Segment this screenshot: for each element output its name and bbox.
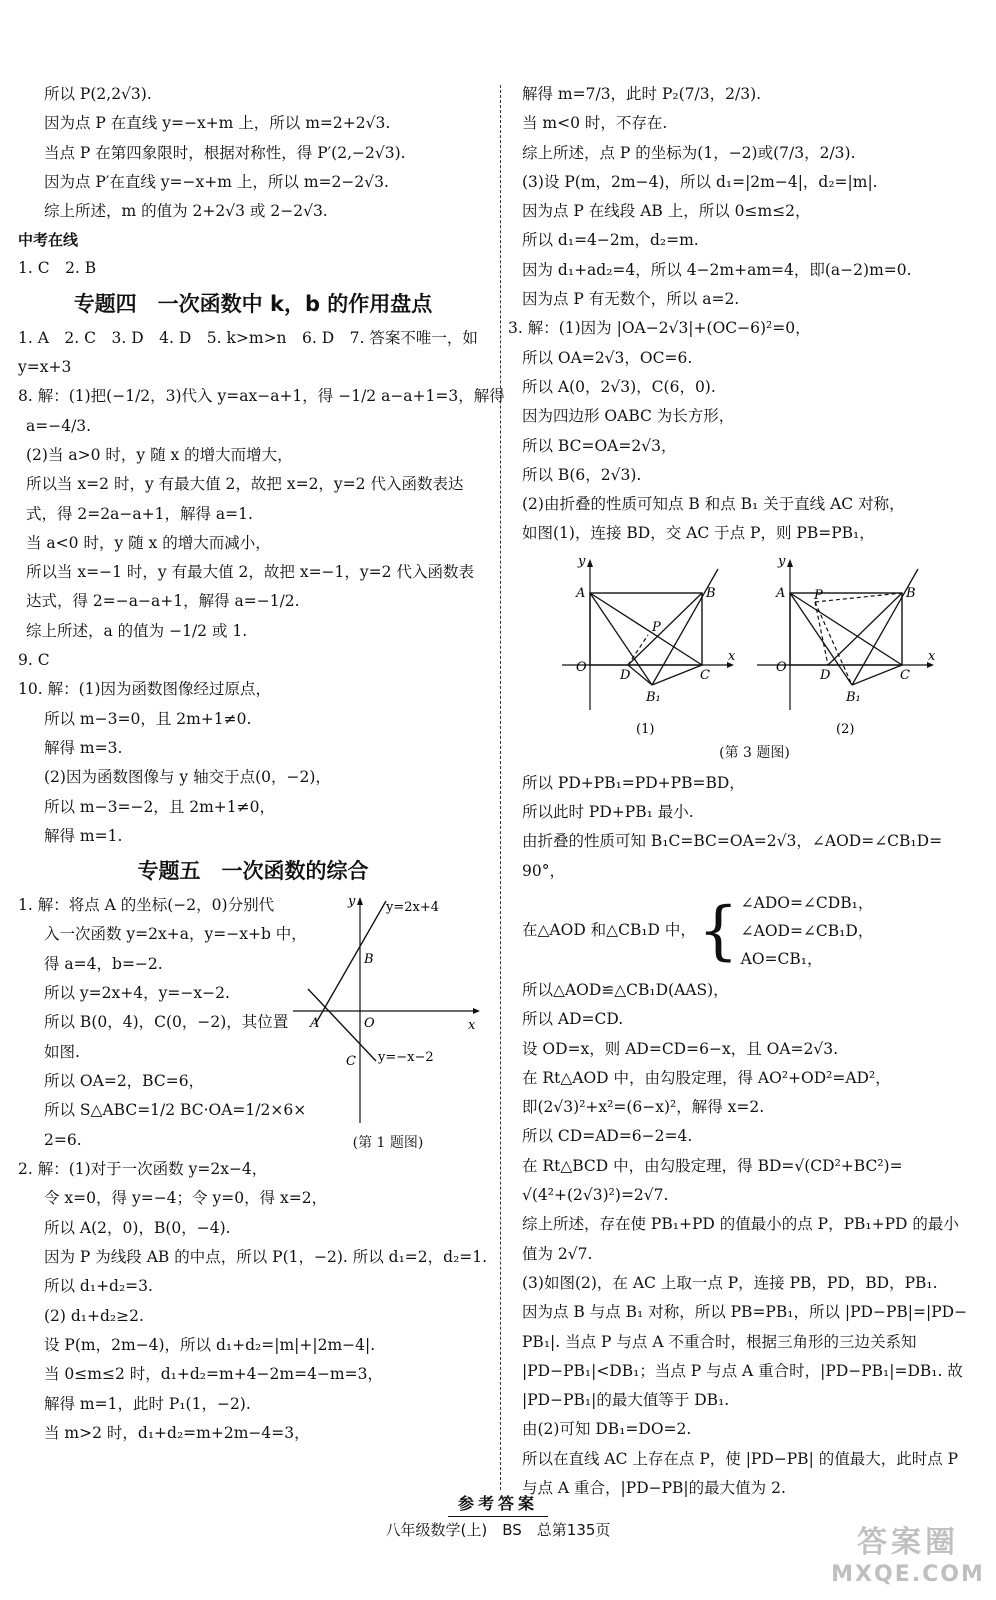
text-line: 所以 PD+PB₁=PD+PB=BD， bbox=[522, 773, 745, 792]
text-line: 所以 OA=2√3，OC=6. bbox=[522, 348, 693, 367]
fig1-x-label: x bbox=[468, 1018, 476, 1034]
text-line: 所以 B(0，4)，C(0，−2)，其位置 bbox=[44, 1013, 289, 1032]
left-column bbox=[18, 80, 505, 1448]
section-title: 专题四 一次函数中 k，b 的作用盘点 bbox=[73, 291, 433, 316]
figure-1-graph bbox=[288, 893, 488, 1128]
text-line: 当 0≤m≤2 时，d₁+d₂=m+4−2m=4−m=3， bbox=[44, 1365, 383, 1384]
fig3a-p-label: P bbox=[652, 619, 661, 635]
text-line: (3)设 P(m，2m−4)，所以 d₁=|2m−4|，d₂=|m|. bbox=[522, 172, 878, 191]
fig3-graph-2 bbox=[757, 555, 936, 710]
figure-3-graphs bbox=[532, 555, 972, 740]
fig3a-c-label: C bbox=[700, 667, 710, 683]
text-line: 所以 S△ABC=1/2 BC·OA=1/2×6× bbox=[44, 1101, 307, 1120]
text-line: 所以 m−3=−2，且 2m+1≠0， bbox=[44, 797, 275, 816]
fig3a-y-label: y bbox=[578, 554, 586, 569]
fig1-o-label: O bbox=[364, 1016, 375, 1032]
fig1-line2-label: y=−x−2 bbox=[378, 1050, 434, 1066]
text-line: 综上所述，存在使 PB₁+PD 的值最小的点 P，PB₁+PD 的最小 bbox=[522, 1215, 959, 1234]
fig3b-a-label: A bbox=[776, 585, 786, 601]
text-line: 设 P(m，2m−4)，所以 d₁+d₂=|m|+|2m−4|. bbox=[44, 1335, 376, 1354]
fig3b-b-label: B bbox=[906, 585, 916, 601]
text-line: y=x+3 bbox=[18, 358, 72, 377]
text-line: 所以 y=2x+4，y=−x−2. bbox=[44, 984, 230, 1003]
text-line: 由折叠的性质可知 B₁C=BC=OA=2√3，∠AOD=∠CB₁D= bbox=[522, 832, 943, 851]
text-line: 2=6. bbox=[44, 1130, 82, 1149]
text-line: 达式，得 2=−a−a+1，解得 a=−1/2. bbox=[26, 592, 300, 611]
text-line: 解得 m=3. bbox=[44, 738, 123, 757]
text-line: 综上所述，m 的值为 2+2√3 或 2−2√3. bbox=[44, 202, 328, 221]
text-line: 9. C bbox=[18, 651, 50, 670]
text-line: 因为 P 为线段 AB 的中点，所以 P(1，−2). 所以 d₁=2，d₂=1. bbox=[44, 1248, 488, 1267]
text-line: PB₁|. 当点 P 与点 A 不重合时，根据三角形的三边关系知 bbox=[522, 1332, 917, 1351]
text-line: 所以 BC=OA=2√3， bbox=[522, 436, 677, 455]
text-line: 1. C 2. B bbox=[18, 259, 97, 278]
fig1-line-y2x4 bbox=[316, 901, 386, 1023]
text-line: 与点 A 重合，|PD−PB|的最大值为 2. bbox=[522, 1478, 786, 1497]
footer-subject: 八年级数学(上) BS 总第135页 bbox=[385, 1521, 611, 1539]
text-line: 解得 m=1，此时 P₁(1，−2). bbox=[44, 1394, 251, 1413]
fig1-x-arrow bbox=[473, 1008, 480, 1014]
text-line: 1. 解：将点 A 的坐标(−2，0)分别代 bbox=[18, 896, 275, 915]
text-line: 所以 A(0，2√3)，C(6，0). bbox=[522, 377, 716, 396]
fig3b-c-label: C bbox=[900, 667, 910, 683]
congruence-condition: ∠ADO=∠CDB₁， bbox=[740, 893, 874, 912]
text-line: 解得 m=1. bbox=[44, 826, 123, 845]
text-line: |PD−PB₁|<DB₁；当点 P 与点 A 重合时，|PD−PB₁|=DB₁. 故 bbox=[522, 1361, 963, 1380]
fig3-sub1: (1) bbox=[636, 721, 655, 737]
text-line: 式，得 2=2a−a+1，解得 a=1. bbox=[26, 504, 253, 523]
fig1-y-arrow bbox=[357, 897, 363, 905]
text-line: (2) d₁+d₂≥2. bbox=[44, 1306, 144, 1325]
text-line: 值为 2√7. bbox=[522, 1244, 593, 1263]
congruence-prefix: 在△AOD 和△CB₁D 中， bbox=[522, 921, 696, 940]
text-line: 因为 d₁+ad₂=4，所以 4−2m+am=4，即(a−2)m=0. bbox=[522, 260, 912, 279]
figure-1 bbox=[288, 893, 488, 1155]
left-text-block bbox=[18, 80, 505, 891]
congruence-system bbox=[522, 886, 987, 976]
left-text-block-2 bbox=[18, 1155, 488, 1448]
figure-3 bbox=[522, 555, 987, 765]
text-line: (2)因为函数图像与 y 轴交于点(0，−2)， bbox=[44, 768, 331, 787]
text-line: 2. 解：(1)对于一次函数 y=2x−4， bbox=[18, 1160, 268, 1179]
problem-1-block bbox=[18, 891, 488, 1155]
fig3a-a-label: A bbox=[576, 585, 586, 601]
fig3b-y-label: y bbox=[778, 554, 786, 569]
text-line: 所以 P(2,2√3). bbox=[44, 85, 152, 103]
fig3b-o-label: O bbox=[776, 659, 787, 675]
problem-1-text bbox=[18, 891, 307, 1155]
column-divider bbox=[500, 85, 501, 1490]
text-line: 3. 解：(1)因为 |OA−2√3|+(OC−6)²=0， bbox=[508, 319, 811, 338]
text-line: 所以当 x=−1 时，y 有最大值 2，故把 x=−1，y=2 代入函数表 bbox=[26, 563, 474, 582]
text-line: 因为四边形 OABC 为长方形， bbox=[522, 407, 735, 426]
text-line: 所以 A(2，0)，B(0，−4). bbox=[44, 1218, 231, 1237]
text-line: 如图. bbox=[44, 1042, 80, 1061]
text-line: 90°， bbox=[522, 861, 565, 880]
text-line: 因为点 B 与点 B₁ 对称，所以 PB=PB₁，所以 |PD−PB|=|PD− bbox=[522, 1303, 968, 1322]
congruence-conditions bbox=[741, 889, 874, 973]
watermark-logo: 答案圈 bbox=[857, 1525, 959, 1560]
text-line: 所以 AD=CD. bbox=[522, 1010, 624, 1029]
text-line: 由(2)可知 DB₁=DO=2. bbox=[522, 1420, 692, 1439]
fig3a-o-label: O bbox=[576, 659, 587, 675]
fig3-graph-1 bbox=[562, 555, 736, 710]
figure-1-caption: (第 1 题图) bbox=[352, 1135, 424, 1152]
text-line: 令 x=0，得 y=−4；令 y=0，得 x=2， bbox=[44, 1189, 328, 1208]
fig3b-x-label: x bbox=[928, 648, 936, 664]
text-line: 当 m<0 时，不存在. bbox=[522, 114, 668, 133]
text-line: 解得 m=7/3，此时 P₂(7/3，2/3). bbox=[522, 85, 762, 103]
text-line: 在 Rt△AOD 中，由勾股定理，得 AO²+OD²=AD²， bbox=[522, 1068, 891, 1087]
fig3-sub2: (2) bbox=[836, 721, 855, 737]
text-line: 所以△AOD≌△CB₁D(AAS)， bbox=[522, 980, 729, 999]
text-line: 所以 OA=2，BC=6， bbox=[44, 1071, 205, 1090]
text-line: 所以 m−3=0，且 2m+1≠0. bbox=[44, 709, 252, 728]
fig3b-d-label: D bbox=[820, 667, 831, 683]
congruence-condition: AO=CB₁， bbox=[740, 949, 823, 968]
text-line: √(4²+(2√3)²)=2√7. bbox=[522, 1186, 669, 1205]
text-line: 综上所述，a 的值为 −1/2 或 1. bbox=[26, 621, 248, 640]
fig3a-b1-label: B₁ bbox=[646, 689, 661, 705]
text-line: 因为点 P 在直线 y=−x+m 上，所以 m=2+2√3. bbox=[44, 114, 391, 133]
text-line: 得 a=4，b=−2. bbox=[44, 954, 163, 973]
footer-title: 参考答案 bbox=[448, 1492, 548, 1517]
fig3a-x-label: x bbox=[728, 648, 736, 664]
text-line: 因为点 P′在直线 y=−x+m 上，所以 m=2−2√3. bbox=[44, 172, 389, 191]
fig1-a-label: A bbox=[310, 1016, 320, 1032]
text-line: 所以 CD=AD=6−2=4. bbox=[522, 1127, 693, 1146]
text-line: 所以此时 PD+PB₁ 最小. bbox=[522, 803, 694, 822]
congruence-condition: ∠AOD=∠CB₁D， bbox=[740, 921, 874, 940]
fig1-line1-label: y=2x+4 bbox=[386, 900, 440, 916]
text-line: (2)当 a>0 时，y 随 x 的增大而增大， bbox=[26, 445, 293, 464]
text-line: 综上所述，点 P 的坐标为(1，−2)或(7/3，2/3). bbox=[522, 143, 856, 162]
section-title: 专题五 一次函数的综合 bbox=[137, 859, 369, 884]
text-line: 所以在直线 AC 上存在点 P，使 |PD−PB| 的值最大，此时点 P bbox=[522, 1449, 959, 1468]
fig1-b-label: B bbox=[364, 952, 374, 968]
text-line: 8. 解：(1)把(−1/2，3)代入 y=ax−a+1，得 −1/2 a−a+1=3，解得 bbox=[18, 387, 505, 406]
watermark-url: MXQE.COM bbox=[831, 1562, 985, 1587]
text-line: 设 OD=x，则 AD=CD=6−x，且 OA=2√3. bbox=[522, 1039, 839, 1058]
text-line: 1. A 2. C 3. D 4. D 5. k>m>n 6. D 7. 答案不唯一，如 bbox=[18, 328, 478, 347]
right-text-block bbox=[508, 80, 987, 549]
text-line: 因为点 P 有无数个，所以 a=2. bbox=[522, 290, 740, 309]
text-line: 当 a<0 时，y 随 x 的增大而减小， bbox=[26, 533, 271, 552]
brace-symbol: { bbox=[697, 893, 739, 968]
text-line: 入一次函数 y=2x+a，y=−x+b 中， bbox=[44, 925, 307, 944]
right-text-block-2 bbox=[522, 769, 987, 886]
text-line: 因为点 P 在线段 AB 上，所以 0≤m≤2， bbox=[522, 202, 811, 221]
text-line: 所以 B(6，2√3). bbox=[522, 465, 642, 484]
text-line: 当点 P 在第四象限时，根据对称性，得 P′(2,−2√3). bbox=[44, 143, 406, 162]
fig3b-b1-label: B₁ bbox=[846, 689, 861, 705]
figure-3-caption: (第 3 题图) bbox=[719, 744, 790, 761]
fig1-c-label: C bbox=[346, 1054, 356, 1070]
text-line: 所以当 x=2 时，y 有最大值 2，故把 x=2，y=2 代入函数表达 bbox=[26, 475, 464, 494]
fig1-y-label: y bbox=[348, 894, 356, 910]
section-heading: 中考在线 bbox=[18, 231, 79, 250]
fig3a-b-label: B bbox=[706, 585, 716, 601]
text-line: 10. 解：(1)因为函数图像经过原点， bbox=[18, 680, 272, 699]
right-text-block-3 bbox=[522, 976, 987, 1503]
watermark bbox=[828, 1525, 988, 1595]
fig3a-d-label: D bbox=[620, 667, 631, 683]
text-line: 当 m>2 时，d₁+d₂=m+2m−4=3， bbox=[44, 1423, 310, 1442]
text-line: |PD−PB₁|的最大值等于 DB₁. bbox=[522, 1391, 730, 1410]
text-line: (2)由折叠的性质可知点 B 和点 B₁ 关于直线 AC 对称， bbox=[522, 495, 905, 514]
fig3b-p-label: P bbox=[814, 587, 823, 603]
text-line: 所以 d₁=4−2m，d₂=m. bbox=[522, 231, 699, 250]
text-line: 即(2√3)²+x²=(6−x)²，解得 x=2. bbox=[522, 1098, 765, 1117]
text-line: 在 Rt△BCD 中，由勾股定理，得 BD=√(CD²+BC²)= bbox=[522, 1156, 903, 1175]
text-line: 如图(1)，连接 BD，交 AC 于点 P，则 PB=PB₁， bbox=[522, 524, 875, 543]
text-line: 所以 d₁+d₂=3. bbox=[44, 1277, 153, 1296]
text-line: a=−4/3. bbox=[26, 416, 92, 435]
right-column bbox=[508, 80, 987, 1503]
text-line: (3)如图(2)，在 AC 上取一点 P，连接 PB，PD，BD，PB₁. bbox=[522, 1273, 938, 1292]
